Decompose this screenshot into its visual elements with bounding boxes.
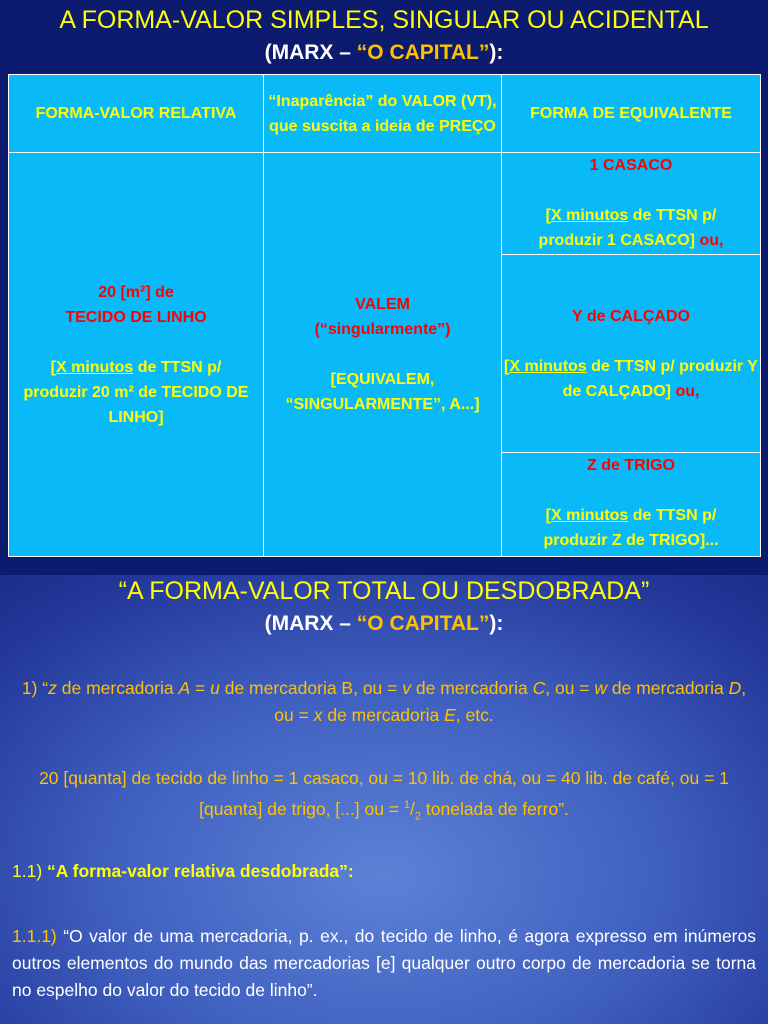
or-suffix: ou, xyxy=(695,232,724,249)
bracket: [ xyxy=(504,357,510,375)
subtitle-prefix: (MARX – xyxy=(264,41,357,64)
valem-label: VALEM xyxy=(355,296,410,313)
formula-text: , etc. xyxy=(455,705,494,725)
var-w: w xyxy=(594,678,608,698)
subtitle-book: “O CAPITAL” xyxy=(356,612,490,635)
fraction-denominator: 2 xyxy=(414,810,422,823)
equivalent-item: 1 CASACO xyxy=(589,157,673,174)
formula-text: de mercadoria xyxy=(56,678,179,698)
value-form-table xyxy=(8,74,761,557)
var-c: C xyxy=(532,678,546,698)
var-v: v xyxy=(402,678,411,698)
subtitle-prefix: (MARX – xyxy=(264,612,357,635)
x-minutos: X minutos xyxy=(55,358,134,376)
x-minutos: X minutos xyxy=(550,207,629,224)
header-relative-form: FORMA-VALOR RELATIVA xyxy=(9,75,264,153)
equivalent-labour-time xyxy=(504,203,758,253)
var-a: A xyxy=(178,678,191,698)
formula-text: de mercadoria B, ou = xyxy=(219,678,403,698)
var-d: D xyxy=(728,678,742,698)
or-suffix: ou, xyxy=(671,382,700,400)
equivalem-label: [EQUIVALEM, “SINGULARMENTE”, A...] xyxy=(285,371,480,413)
valem-cell xyxy=(264,153,502,557)
bracket: [ xyxy=(50,358,56,376)
labour-text: de TTSN p/ produzir 20 m² de TECIDO DE LINHO] xyxy=(23,358,249,426)
fraction-numerator: 1 xyxy=(403,799,411,811)
slide-2-subtitle xyxy=(0,610,768,638)
formula-text: de mercadoria xyxy=(322,705,445,725)
formula-text: , ou = xyxy=(545,678,595,698)
quote-paragraph xyxy=(12,923,756,1004)
slide-1-title: A FORMA-VALOR SIMPLES, SINGULAR OU ACIDENTAL xyxy=(59,6,709,34)
x-minutos: X minutos xyxy=(509,357,587,375)
slide-2-title: “A FORMA-VALOR TOTAL OU DESDOBRADA” xyxy=(118,577,650,605)
equivalent-item: Y de CALÇADO xyxy=(572,307,690,325)
equivalent-casaco xyxy=(502,153,761,255)
equivalent-calcado xyxy=(502,255,761,453)
var-x: x xyxy=(313,705,323,725)
formula-text: = xyxy=(190,678,211,698)
singularmente-label: (“singularmente”) xyxy=(314,321,451,338)
example-text: 20 [quanta] de tecido de linho = 1 casaco, ou = 10 lib. de chá, ou = 40 lib. de café, ou = 1 [quanta] de trigo, [...] ou = xyxy=(39,768,729,819)
labour-text: de TTSN p/ produzir 1 CASACO] xyxy=(538,207,717,249)
x-minutos: X minutos xyxy=(550,507,629,524)
bracket: [ xyxy=(545,207,551,224)
formula-paragraph xyxy=(12,675,756,729)
relative-labour-time xyxy=(11,355,261,430)
equivalent-labour-time xyxy=(504,354,758,404)
formula-text: de mercadoria xyxy=(411,678,533,698)
formula-text: de mercadoria xyxy=(607,678,729,698)
var-e: E xyxy=(444,705,456,725)
relative-form-cell xyxy=(9,153,264,557)
section-number: 1.1) xyxy=(12,861,48,881)
header-value-appearance: “Inaparência” do VALOR (VT), que suscita a ideia de PREÇO xyxy=(264,75,502,153)
formula-text: 1) “ xyxy=(21,678,49,698)
fraction-slash: / xyxy=(410,798,415,819)
slide-1-subtitle xyxy=(0,39,768,67)
slide-2 xyxy=(0,575,768,1024)
subtitle-suffix: ): xyxy=(489,41,504,64)
header-equivalent-form: FORMA DE EQUIVALENTE xyxy=(502,75,761,153)
relative-commodity: TECIDO DE LINHO xyxy=(65,308,207,326)
example-text-end: tonelada de ferro”. xyxy=(421,798,569,819)
equivalent-trigo xyxy=(502,453,761,557)
quote-text: “O valor de uma mercadoria, p. ex., do tecido de linho, é agora expresso em inúmeros outros elementos do mundo das mercadorias [e] qualquer outro corpo de mercadoria se torna no espelho do valor do tecido de linho”. xyxy=(12,926,756,1000)
var-z: z xyxy=(48,678,57,698)
labour-text: de TTSN p/ produzir Z de TRIGO]... xyxy=(543,507,719,549)
bracket: [ xyxy=(545,507,551,524)
equivalent-labour-time xyxy=(504,503,758,553)
example-paragraph xyxy=(12,765,756,830)
section-title: “A forma-valor relativa desdobrada”: xyxy=(47,861,354,881)
section-heading xyxy=(12,858,756,885)
quote-number: 1.1.1) xyxy=(12,926,57,946)
var-u: u xyxy=(210,678,220,698)
relative-quantity: 20 [m²] de xyxy=(98,283,174,301)
equivalent-item: Z de TRIGO xyxy=(587,457,675,474)
formula-text: , ou = xyxy=(274,678,747,725)
labour-text: de TTSN p/ produzir Y de CALÇADO] xyxy=(562,357,758,400)
subtitle-book: “O CAPITAL” xyxy=(356,41,490,64)
subtitle-suffix: ): xyxy=(489,612,504,635)
